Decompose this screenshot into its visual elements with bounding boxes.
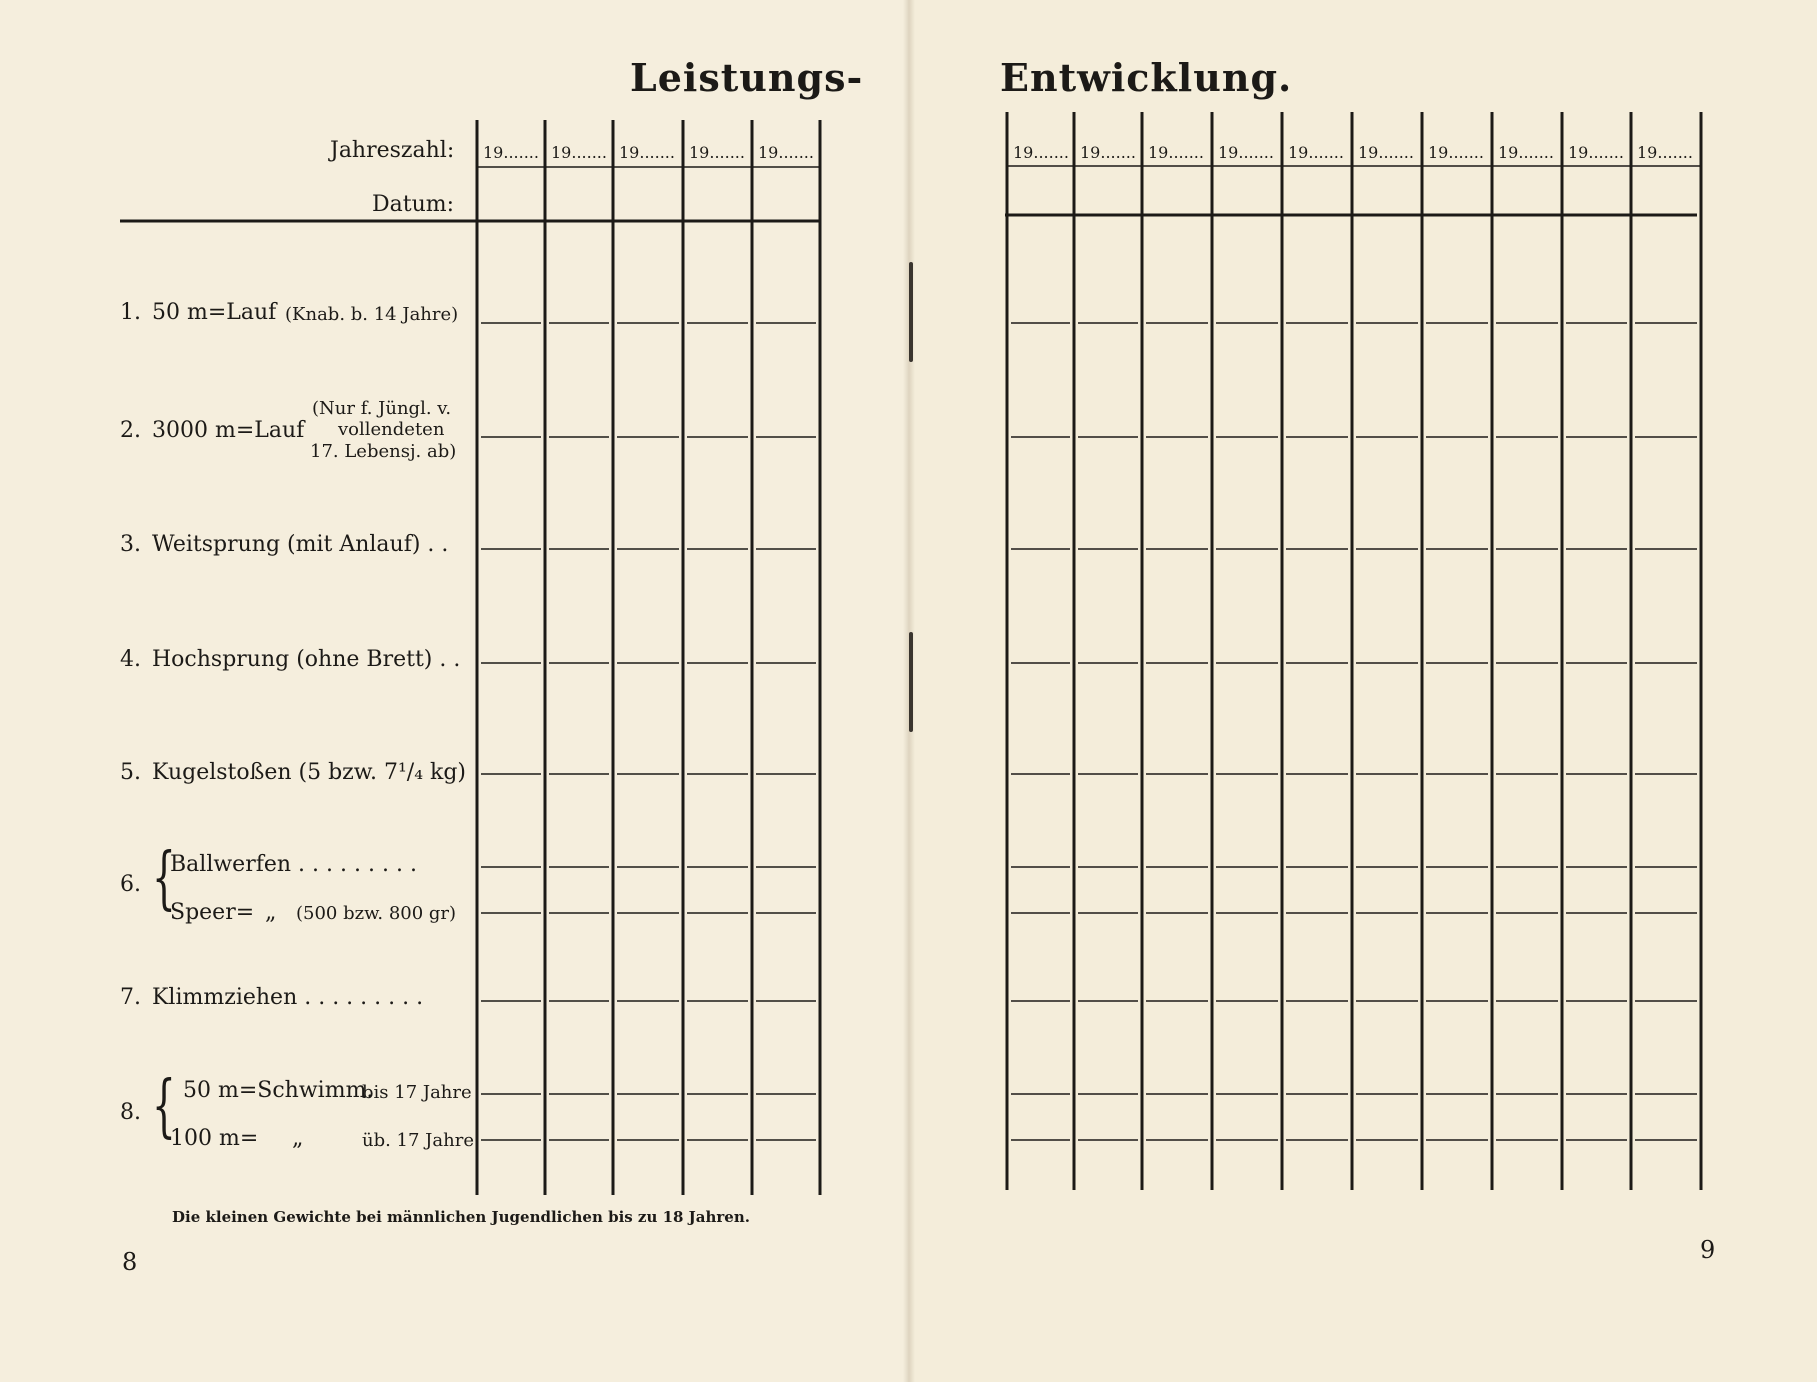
- year-cell-left-4: 19.......: [758, 143, 814, 162]
- row-3-label: Weitsprung (mit Anlauf) . .: [152, 532, 449, 557]
- row-8-brace: {: [152, 1067, 176, 1146]
- year-cell-right-3: 19.......: [1218, 143, 1274, 162]
- row-4-number: 4.: [120, 647, 141, 672]
- row-5-label: Kugelstoßen (5 bzw. 7¹/₄ kg): [152, 760, 467, 785]
- date-label: Datum:: [372, 192, 455, 217]
- row-6-number: 6.: [120, 872, 141, 897]
- row-6a-label: Ballwerfen . . . . . . . . .: [170, 852, 417, 877]
- year-cell-left-1: 19.......: [551, 143, 607, 162]
- heading-right: Entwicklung.: [1000, 55, 1293, 100]
- year-label: Jahreszahl:: [330, 138, 455, 163]
- row-8a-label: 50 m=Schwimm.: [183, 1078, 374, 1103]
- page-number-left: 8: [122, 1248, 138, 1276]
- row-1-number: 1.: [120, 300, 141, 325]
- row-6-brace: {: [152, 839, 176, 918]
- row-8b-note: üb. 17 Jahre: [362, 1130, 474, 1151]
- footnote: Die kleinen Gewichte bei männlichen Jugendlichen bis zu 18 Jahren.: [172, 1208, 750, 1226]
- year-cell-right-6: 19.......: [1428, 143, 1484, 162]
- row-2-note-line-3: 17. Lebensj. ab): [310, 441, 457, 462]
- row-2-number: 2.: [120, 418, 141, 443]
- year-cell-right-7: 19.......: [1498, 143, 1554, 162]
- year-cell-right-1: 19.......: [1080, 143, 1136, 162]
- row-6b-ditto: „: [265, 900, 277, 925]
- row-8-number: 8.: [120, 1100, 141, 1125]
- year-cell-right-0: 19.......: [1013, 143, 1069, 162]
- year-cell-right-8: 19.......: [1568, 143, 1624, 162]
- row-3-number: 3.: [120, 532, 141, 557]
- row-7-number: 7.: [120, 985, 141, 1010]
- year-cell-left-3: 19.......: [689, 143, 745, 162]
- row-8b-ditto: „: [292, 1126, 304, 1151]
- page-number-right: 9: [1700, 1236, 1716, 1264]
- row-7-label: Klimmziehen . . . . . . . . .: [152, 985, 424, 1010]
- row-6b-note: (500 bzw. 800 gr): [296, 903, 457, 924]
- row-2-note-line-2: vollendeten: [338, 419, 445, 440]
- year-cell-right-2: 19.......: [1148, 143, 1204, 162]
- heading-left: Leistungs-: [630, 55, 864, 100]
- year-cell-right-5: 19.......: [1358, 143, 1414, 162]
- row-8b-label: 100 m=: [170, 1126, 259, 1151]
- row-8a-note: bis 17 Jahre: [362, 1082, 472, 1103]
- year-cell-left-0: 19.......: [483, 143, 539, 162]
- row-2-label: 3000 m=Lauf: [152, 418, 305, 443]
- year-cell-left-2: 19.......: [619, 143, 675, 162]
- row-5-number: 5.: [120, 760, 141, 785]
- row-1-note: (Knab. b. 14 Jahre): [285, 304, 459, 325]
- row-6b-label: Speer=: [170, 900, 255, 925]
- row-4-label: Hochsprung (ohne Brett) . .: [152, 647, 461, 672]
- year-cell-right-4: 19.......: [1288, 143, 1344, 162]
- year-cell-right-9: 19.......: [1637, 143, 1693, 162]
- row-1-label: 50 m=Lauf: [152, 300, 277, 325]
- row-2-note-line-1: (Nur f. Jüngl. v.: [312, 398, 452, 419]
